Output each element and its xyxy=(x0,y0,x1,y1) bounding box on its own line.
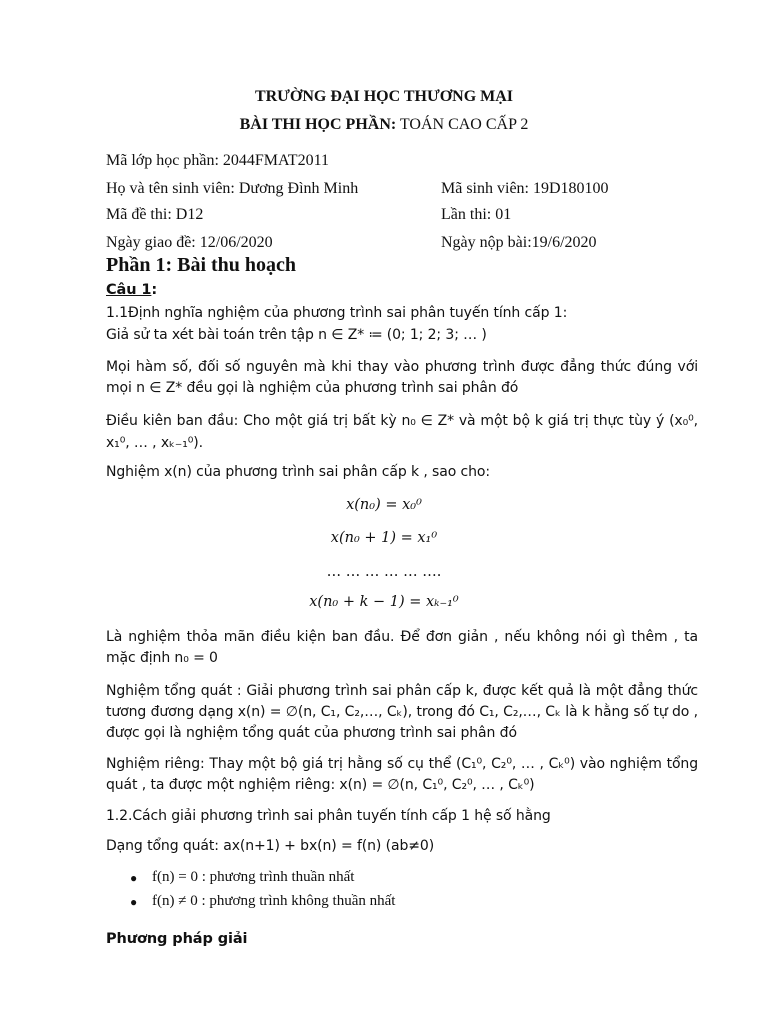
general-solution-paragraph: Nghiệm tổng quát : Giải phương trình sai phân cấp k, được kết quả là một đẳng thức tương đương dạng x(n) = ∅(n, C₁, C₂,…, Cₖ), trong đó C₁, C₂,…, Cₖ là k hằng số tự do , được gọi là nghiệm tổng quát của phương trình sai phân đó xyxy=(106,683,698,741)
solution-method-title: Phương pháp giải xyxy=(106,931,248,947)
student-id: Mã sinh viên: 19D180100 xyxy=(441,180,609,197)
bullet-text-nonhomogeneous: f(n) ≠ 0 : phương trình không thuần nhất xyxy=(152,893,396,909)
equation-dots: … … … … … …. xyxy=(326,564,442,580)
submit-date: Ngày nộp bài:19/6/2020 xyxy=(441,234,597,251)
question-number: Câu 1 xyxy=(106,282,152,298)
exam-subject: TOÁN CAO CẤP 2 xyxy=(399,116,529,133)
exam-label: BÀI THI HỌC PHẦN: xyxy=(239,116,397,133)
bullet-text-homogeneous: f(n) = 0 : phương trình thuần nhất xyxy=(152,869,355,885)
student-name: Họ và tên sinh viên: Dương Đình Minh xyxy=(106,180,359,197)
method-heading: 1.2.Cách giải phương trình sai phân tuyến tính cấp 1 hệ số hằng xyxy=(106,808,551,824)
equation-2: x(n₀ + 1) = x₁⁰ xyxy=(330,530,438,546)
equation-1: x(n₀) = x₀⁰ xyxy=(346,497,422,513)
particular-solution-paragraph: Nghiệm riêng: Thay một bộ giá trị hằng số cụ thể (C₁⁰, C₂⁰, … , Cₖ⁰) vào nghiệm tổng quát , ta được một nghiệm riêng: x(n) = ∅(n, C₁⁰, C₂⁰, … , Cₖ⁰) xyxy=(106,756,698,793)
initial-condition-note: Là nghiệm thỏa mãn điều kiện ban đầu. Để đơn giản , nếu không nói gì thêm , ta mặc định n₀ = 0 xyxy=(106,629,698,666)
class-code: Mã lớp học phần: 2044FMAT2011 xyxy=(106,152,329,169)
question-label xyxy=(106,282,157,298)
part1-title: Phần 1: Bài thu hoạch xyxy=(106,254,297,276)
definition-set: Giả sử ta xét bài toán trên tập n ∈ Z* ≔ (0; 1; 2; 3; … ) xyxy=(106,327,487,343)
equation-4: x(n₀ + k − 1) = xₖ₋₁⁰ xyxy=(309,594,459,610)
solution-intro: Nghiệm x(n) của phương trình sai phân cấp k , sao cho: xyxy=(106,464,490,480)
school-name: TRƯỜNG ĐẠI HỌC THƯƠNG MẠI xyxy=(254,88,514,105)
bullet-dot: ● xyxy=(130,895,138,909)
solution-definition-paragraph: Mọi hàm số, đối số nguyên mà khi thay vào phương trình được đẳng thức đúng với mọi n ∈ Z* đều gọi là nghiệm của phương trình sai phân đó xyxy=(106,359,698,396)
bullet-dot: ● xyxy=(130,871,138,885)
assign-date: Ngày giao đề: 12/06/2020 xyxy=(106,234,273,251)
initial-condition-paragraph: Điều kiên ban đầu: Cho một giá trị bất kỳ n₀ ∈ Z* và một bộ k giá trị thực tùy ý (x₀⁰, x₁⁰, … , xₖ₋₁⁰). xyxy=(106,413,698,451)
exam-title xyxy=(0,116,768,134)
question-colon: : xyxy=(151,282,158,298)
exam-code: Mã đề thi: D12 xyxy=(106,206,204,223)
definition-heading: 1.1Định nghĩa nghiệm của phương trình sai phân tuyến tính cấp 1: xyxy=(106,305,568,321)
attempt-number: Lần thi: 01 xyxy=(441,206,512,223)
general-form: Dạng tổng quát: ax(n+1) + bx(n) = f(n) (ab≠0) xyxy=(106,838,435,854)
